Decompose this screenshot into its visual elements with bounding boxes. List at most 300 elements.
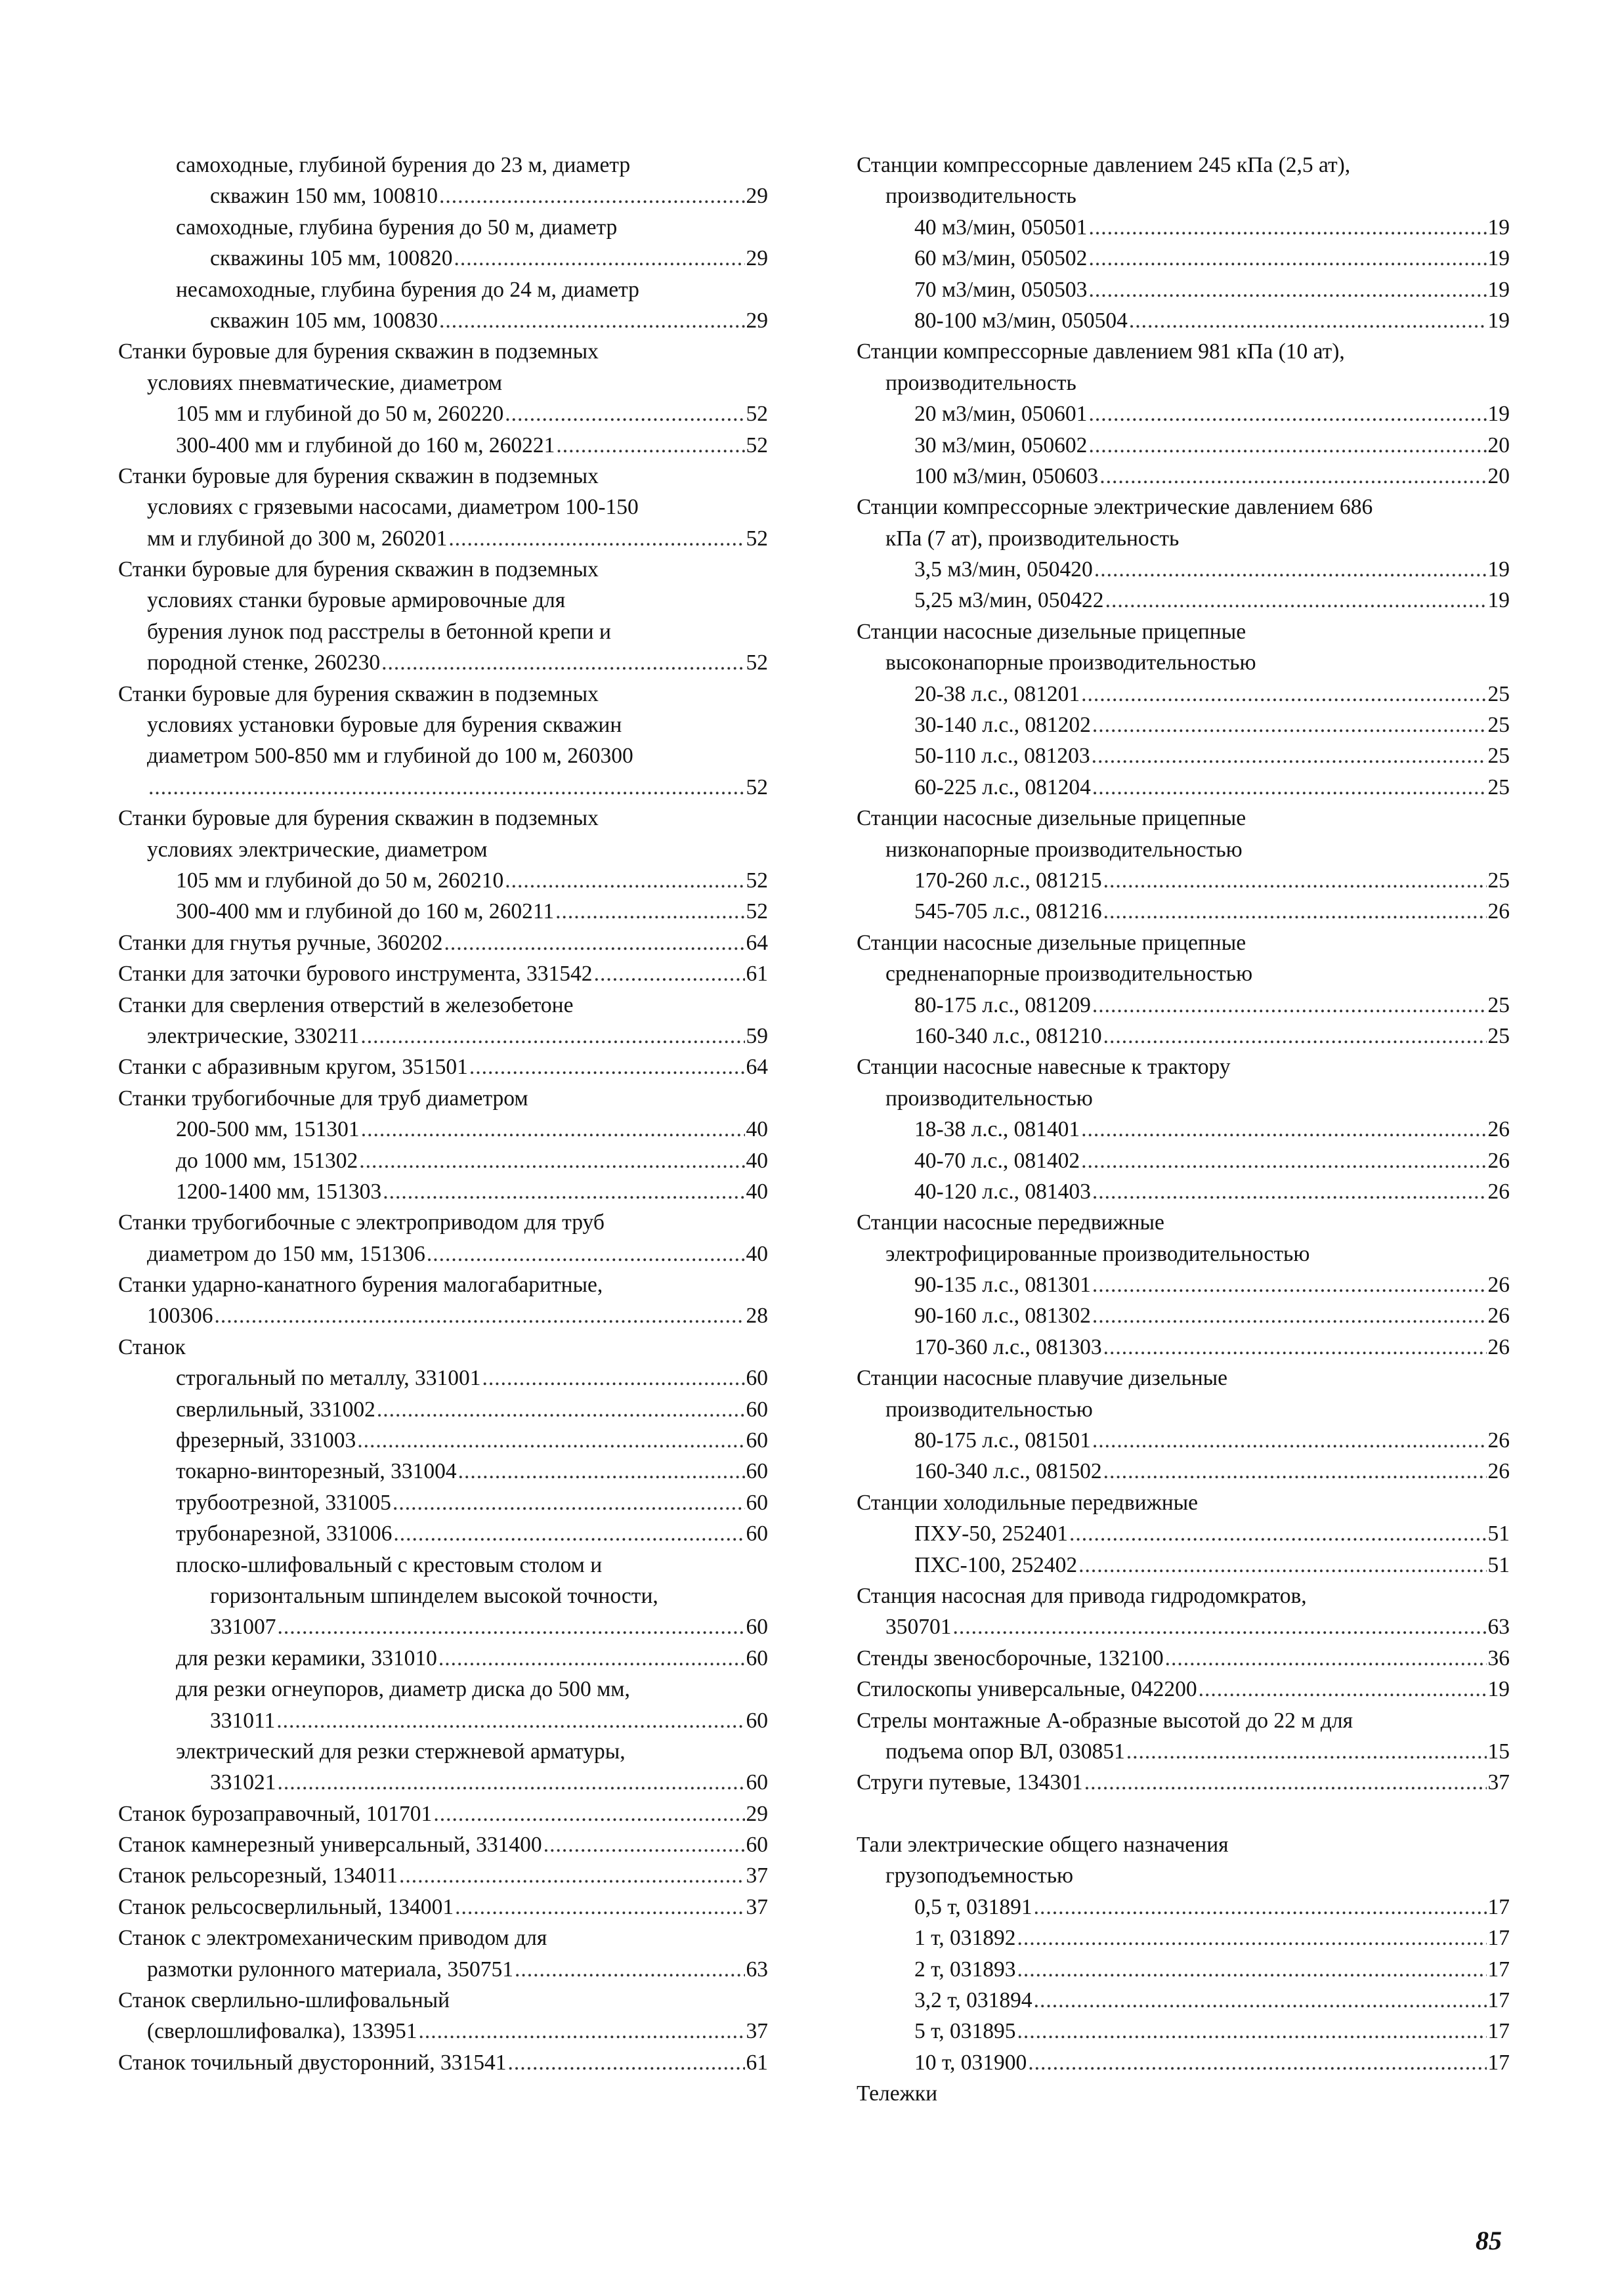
entry-text: производительность	[885, 184, 1076, 209]
entry-text: производительностью	[885, 1397, 1093, 1422]
index-entry	[118, 181, 768, 211]
dot-leader	[381, 647, 744, 678]
entry-text: 331011	[210, 1708, 276, 1733]
entry-text: несамоходные, глубина бурения до 24 м, диаметр	[176, 277, 639, 302]
index-entry	[118, 896, 768, 927]
index-entry	[118, 430, 768, 461]
index-entry	[118, 1363, 768, 1393]
dot-leader	[1088, 430, 1486, 461]
entry-text: 20 м3/мин, 050601	[914, 402, 1088, 427]
entry-text: условиях станки буровые армировочные для	[147, 588, 566, 613]
index-entry	[857, 274, 1510, 305]
index-entry	[857, 1269, 1510, 1300]
dot-leader	[515, 1954, 745, 1985]
entry-page-number: 60	[746, 1366, 768, 1391]
entry-page-number: 60	[746, 1397, 768, 1422]
index-entry	[857, 1176, 1510, 1207]
index-entry	[857, 990, 1510, 1021]
entry-page-number: 52	[746, 402, 768, 427]
index-entry	[857, 1705, 1510, 1736]
entry-page-number: 17	[1487, 1988, 1510, 2013]
entry-page-number: 60	[746, 1521, 768, 1546]
entry-text: мм и глубиной до 300 м, 260201	[147, 526, 448, 551]
index-entry	[857, 1052, 1510, 1082]
entry-text: 0,5 т, 031891	[914, 1894, 1033, 1919]
entry-page-number: 37	[746, 2019, 768, 2044]
dot-leader	[438, 1643, 745, 1674]
entry-text: грузоподъемностью	[885, 1863, 1074, 1888]
dot-leader	[1103, 1456, 1487, 1487]
index-entry	[118, 1300, 768, 1331]
entry-text: Станки трубогибочные с электроприводом для труб	[118, 1210, 605, 1235]
dot-leader	[1084, 1767, 1487, 1798]
index-entry	[857, 1860, 1510, 1891]
entry-page-number: 19	[1487, 308, 1510, 333]
entry-text: диаметром до 150 мм, 151306	[147, 1241, 425, 1266]
entry-text: горизонтальным шпинделем высокой точности,	[210, 1583, 658, 1608]
entry-page-number: 19	[1487, 215, 1510, 240]
index-entry	[857, 1300, 1510, 1331]
entry-page-number: 60	[746, 1770, 768, 1795]
index-entry	[857, 398, 1510, 429]
entry-page-number: 63	[746, 1957, 768, 1982]
dot-leader	[1017, 1954, 1487, 1985]
index-entry	[857, 523, 1510, 554]
index-entry	[118, 679, 768, 710]
entry-text: Станок рельсорезный, 134011	[118, 1863, 398, 1888]
entry-text: Станки для гнутья ручные, 360202	[118, 930, 443, 955]
dot-leader	[1092, 1300, 1487, 1331]
index-entry	[118, 740, 768, 771]
entry-text: Станции компрессорные давлением 981 кПа (10 ат),	[857, 339, 1345, 364]
entry-page-number: 51	[1487, 1552, 1510, 1577]
entry-text: Станок сверлильно-шлифовальный	[118, 1988, 450, 2013]
entry-text: 331021	[210, 1770, 276, 1795]
entry-text: токарно-винторезный, 331004	[176, 1459, 457, 1484]
dot-leader	[377, 1394, 745, 1425]
dot-leader	[444, 927, 744, 958]
index-entry	[118, 398, 768, 429]
entry-text: ПХУ-50, 252401	[914, 1521, 1069, 1546]
entry-text: Станки для заточки бурового инструмента, 331542	[118, 962, 593, 987]
dot-leader	[505, 865, 744, 896]
entry-page-number: 26	[1487, 1304, 1510, 1329]
entry-page-number: 60	[746, 1428, 768, 1453]
entry-page-number: 36	[1487, 1646, 1510, 1670]
entry-page-number: 40	[746, 1179, 768, 1204]
entry-text: Станки буровые для бурения скважин в подземных	[118, 557, 599, 582]
index-entry	[118, 1021, 768, 1052]
index-entry	[118, 523, 768, 554]
entry-page-number: 26	[1487, 899, 1510, 924]
entry-text: 5,25 м3/мин, 050422	[914, 588, 1104, 613]
entry-page-number: 15	[1487, 1739, 1510, 1764]
entry-page-number: 63	[1487, 1615, 1510, 1640]
index-entry	[857, 1021, 1510, 1052]
index-entry	[118, 710, 768, 740]
index-entry	[857, 616, 1510, 647]
index-entry	[118, 1456, 768, 1487]
index-entry	[118, 1425, 768, 1456]
index-entry	[118, 305, 768, 336]
index-entry	[857, 2078, 1510, 2109]
entry-page-number: 60	[746, 1615, 768, 1640]
entry-text: Станок с электромеханическим приводом для	[118, 1926, 547, 1951]
entry-text: подъема опор ВЛ, 030851	[885, 1739, 1125, 1764]
entry-page-number: 64	[746, 930, 768, 955]
index-entry	[857, 772, 1510, 803]
dot-leader	[360, 1021, 744, 1052]
index-entry	[118, 1892, 768, 1923]
entry-page-number: 28	[746, 1304, 768, 1329]
index-entry	[118, 1985, 768, 2016]
dot-leader	[1092, 710, 1487, 740]
entry-page-number: 19	[1487, 246, 1510, 271]
entry-page-number: 60	[746, 1708, 768, 1733]
entry-text: Станции насосные навесные к трактору	[857, 1055, 1231, 1080]
entry-page-number: 52	[746, 433, 768, 457]
dot-leader	[276, 1705, 744, 1736]
index-entry	[118, 616, 768, 647]
dot-leader	[458, 1456, 745, 1487]
index-entry	[857, 1363, 1510, 1393]
dot-leader	[448, 523, 744, 554]
entry-text: 200-500 мм, 151301	[176, 1117, 360, 1142]
index-entry	[118, 1052, 768, 1082]
index-entry	[857, 430, 1510, 461]
entry-text: фрезерный, 331003	[176, 1428, 356, 1453]
entry-page-number: 19	[1487, 402, 1510, 427]
index-entry	[118, 1736, 768, 1767]
dot-leader	[1078, 1550, 1486, 1581]
dot-leader	[419, 2016, 745, 2047]
entry-page-number: 25	[1487, 744, 1510, 769]
index-entry	[118, 1487, 768, 1518]
entry-text: 105 мм и глубиной до 50 м, 260220	[176, 402, 504, 427]
index-entry	[118, 2016, 768, 2047]
dot-leader	[469, 1052, 745, 1082]
dot-leader	[433, 1798, 744, 1829]
entry-text: 18-38 л.с., 081401	[914, 1117, 1080, 1142]
entry-text: 160-340 л.с., 081502	[914, 1459, 1102, 1484]
entry-text: 40-120 л.с., 081403	[914, 1179, 1091, 1204]
index-entry	[118, 1581, 768, 1611]
entry-text: 545-705 л.с., 081216	[914, 899, 1102, 924]
dot-leader	[357, 1425, 744, 1456]
index-entry	[118, 461, 768, 492]
entry-text: 70 м3/мин, 050503	[914, 277, 1088, 302]
index-entry	[118, 492, 768, 522]
index-entry	[118, 834, 768, 865]
entry-page-number: 40	[746, 1148, 768, 1173]
index-entry	[857, 958, 1510, 989]
dot-leader	[1069, 1518, 1486, 1549]
dot-leader	[1092, 1425, 1487, 1456]
entry-text: Стенды звеносборочные, 132100	[857, 1646, 1164, 1670]
entry-text: (сверлошлифовалка), 133951	[147, 2019, 417, 2044]
entry-text: производительностью	[885, 1086, 1093, 1111]
index-entry	[857, 1550, 1510, 1581]
entry-text: 170-360 л.с., 081303	[914, 1334, 1102, 1359]
dot-leader	[1081, 679, 1486, 710]
entry-text: электрический для резки стержневой арматуры,	[176, 1739, 626, 1764]
entry-page-number: 51	[1487, 1521, 1510, 1546]
dot-leader	[359, 1145, 744, 1176]
index-entry	[857, 740, 1510, 771]
section-gap	[857, 1798, 1510, 1829]
entry-page-number: 19	[1487, 1677, 1510, 1702]
dot-leader	[1103, 896, 1487, 927]
index-entry	[118, 1767, 768, 1798]
entry-text: 80-175 л.с., 081209	[914, 992, 1091, 1017]
entry-text: самоходные, глубина бурения до 50 м, диаметр	[176, 215, 618, 240]
entry-text: 80-100 м3/мин, 050504	[914, 308, 1128, 333]
index-entry	[118, 772, 768, 803]
dot-leader	[1017, 1923, 1487, 1953]
index-entry	[857, 1207, 1510, 1238]
dot-leader	[455, 1892, 744, 1923]
entry-page-number: 25	[1487, 713, 1510, 738]
entry-page-number: 26	[1487, 1334, 1510, 1359]
entry-page-number: 61	[746, 2050, 768, 2075]
entry-text: Станок	[118, 1334, 186, 1359]
index-entry	[118, 1394, 768, 1425]
entry-text: 300-400 мм и глубиной до 160 м, 260211	[176, 899, 555, 924]
entry-text: Станок бурозаправочный, 101701	[118, 1801, 433, 1826]
entry-text: 5 т, 031895	[914, 2019, 1016, 2044]
dot-leader	[1099, 461, 1486, 492]
entry-page-number: 60	[746, 1646, 768, 1670]
entry-text: 1 т, 031892	[914, 1926, 1016, 1951]
entry-text: условиях установки буровые для бурения скважин	[147, 713, 622, 738]
entry-text: условиях электрические, диаметром	[147, 837, 488, 862]
entry-text: самоходные, глубиной бурения до 23 м, диаметр	[176, 153, 631, 177]
index-entry	[118, 585, 768, 616]
index-entry	[857, 1674, 1510, 1705]
entry-text: скважины 105 мм, 100820	[210, 246, 453, 271]
dot-leader	[427, 1239, 745, 1269]
entry-page-number: 60	[746, 1833, 768, 1858]
entry-page-number: 60	[746, 1490, 768, 1515]
index-entry	[857, 1456, 1510, 1487]
entry-text: низконапорные производительностью	[885, 837, 1243, 862]
entry-text: Станции насосные передвижные	[857, 1210, 1164, 1235]
index-entry	[857, 150, 1510, 181]
entry-page-number: 26	[1487, 1273, 1510, 1298]
index-entry	[118, 1332, 768, 1363]
entry-text: Станок рельсосверлильный, 134001	[118, 1894, 454, 1919]
index-entry	[857, 492, 1510, 522]
index-entry	[118, 212, 768, 243]
index-entry	[118, 865, 768, 896]
entry-text: 90-135 л.с., 081301	[914, 1273, 1091, 1298]
index-entry	[857, 2016, 1510, 2047]
dot-leader	[148, 772, 745, 803]
entry-text: диаметром 500-850 мм и глубиной до 100 м, 260300	[147, 744, 633, 769]
index-entry	[857, 865, 1510, 896]
entry-text: Стилоскопы универсальные, 042200	[857, 1677, 1197, 1702]
entry-text: 80-175 л.с., 081501	[914, 1428, 1091, 1453]
entry-text: до 1000 мм, 151302	[176, 1148, 358, 1173]
entry-text: Тали электрические общего назначения	[857, 1833, 1229, 1858]
index-entry	[857, 585, 1510, 616]
dot-leader	[556, 430, 744, 461]
dot-leader	[1092, 990, 1487, 1021]
entry-text: Струги путевые, 134301	[857, 1770, 1083, 1795]
entry-text: 105 мм и глубиной до 50 м, 260210	[176, 868, 504, 893]
dot-leader	[1103, 1021, 1487, 1052]
entry-page-number: 17	[1487, 1926, 1510, 1951]
entry-page-number: 64	[746, 1055, 768, 1080]
index-entry	[857, 896, 1510, 927]
index-entry	[118, 1518, 768, 1549]
index-entry	[118, 1860, 768, 1891]
entry-text: электрофицированные производительностью	[885, 1241, 1310, 1266]
entry-text: трубоотрезной, 331005	[176, 1490, 391, 1515]
index-entry	[857, 834, 1510, 865]
dot-leader	[1126, 1736, 1487, 1767]
entry-text: Станки буровые для бурения скважин в подземных	[118, 806, 599, 831]
entry-page-number: 29	[746, 308, 768, 333]
dot-leader	[393, 1518, 744, 1549]
index-entry	[118, 1674, 768, 1705]
entry-text: 3,2 т, 031894	[914, 1988, 1033, 2013]
entry-page-number: 19	[1487, 557, 1510, 582]
index-entry	[118, 150, 768, 181]
entry-text: для резки огнеупоров, диаметр диска до 500 мм,	[176, 1677, 630, 1702]
index-entry	[857, 2047, 1510, 2078]
entry-text: 60-225 л.с., 081204	[914, 775, 1091, 799]
dot-leader	[1088, 243, 1486, 274]
entry-text: Станки с абразивным кругом, 351501	[118, 1055, 468, 1080]
dot-leader	[1081, 1114, 1486, 1145]
index-entry	[118, 1798, 768, 1829]
index-entry	[118, 243, 768, 274]
entry-page-number: 17	[1487, 1957, 1510, 1982]
entry-text: Станки буровые для бурения скважин в подземных	[118, 463, 599, 488]
entry-page-number: 29	[746, 1801, 768, 1826]
entry-text: Станки ударно-канатного бурения малогабаритные,	[118, 1273, 603, 1298]
index-entry	[857, 368, 1510, 398]
entry-page-number: 19	[1487, 277, 1510, 302]
index-entry	[118, 1269, 768, 1300]
entry-text: Станции насосные дизельные прицепные	[857, 806, 1246, 831]
entry-text: для резки керамики, 331010	[176, 1646, 437, 1670]
entry-page-number: 52	[746, 775, 768, 799]
dot-leader	[555, 896, 744, 927]
entry-text: 40-70 л.с., 081402	[914, 1148, 1080, 1173]
entry-text: Станции насосные плавучие дизельные	[857, 1366, 1228, 1391]
left-index-column	[118, 150, 768, 2078]
entry-text: 3,5 м3/мин, 050420	[914, 557, 1093, 582]
dot-leader	[1088, 212, 1486, 243]
entry-text: 2 т, 031893	[914, 1957, 1016, 1982]
entry-text: Станции насосные дизельные прицепные	[857, 619, 1246, 644]
dot-leader	[1017, 2016, 1487, 2047]
index-entry	[118, 1239, 768, 1269]
entry-page-number: 29	[746, 246, 768, 271]
index-entry	[857, 710, 1510, 740]
entry-text: 40 м3/мин, 050501	[914, 215, 1088, 240]
index-entry	[118, 368, 768, 398]
index-entry	[857, 305, 1510, 336]
entry-text: 60 м3/мин, 050502	[914, 246, 1088, 271]
index-entry	[857, 243, 1510, 274]
index-entry	[118, 1207, 768, 1238]
entry-text: 170-260 л.с., 081215	[914, 868, 1102, 893]
entry-text: 331007	[210, 1615, 276, 1640]
entry-text: Станции холодильные передвижные	[857, 1490, 1199, 1515]
entry-text: условиях с грязевыми насосами, диаметром 100-150	[147, 495, 639, 520]
index-entry	[857, 554, 1510, 585]
index-entry	[857, 1487, 1510, 1518]
dot-leader	[278, 1611, 745, 1642]
dot-leader	[543, 1829, 745, 1860]
index-entry	[857, 679, 1510, 710]
entry-text: Станции компрессорные давлением 245 кПа (2,5 ат),	[857, 153, 1351, 177]
entry-text: Станции компрессорные электрические давлением 686	[857, 495, 1373, 520]
dot-leader	[1165, 1643, 1487, 1674]
entry-text: строгальный по металлу, 331001	[176, 1366, 481, 1391]
dot-leader	[361, 1114, 745, 1145]
entry-text: Тележки	[857, 2081, 937, 2106]
index-entry	[118, 990, 768, 1021]
entry-text: Станки буровые для бурения скважин в подземных	[118, 681, 599, 706]
index-entry	[857, 212, 1510, 243]
entry-page-number: 25	[1487, 1023, 1510, 1048]
index-entry	[118, 2047, 768, 2078]
entry-text: производительность	[885, 370, 1076, 395]
index-entry	[118, 1611, 768, 1642]
entry-text: ПХС-100, 252402	[914, 1552, 1078, 1577]
entry-page-number: 52	[746, 868, 768, 893]
entry-text: Станции насосные дизельные прицепные	[857, 930, 1246, 955]
entry-text: 90-160 л.с., 081302	[914, 1304, 1091, 1329]
entry-text: 30-140 л.с., 081202	[914, 713, 1091, 738]
entry-page-number: 25	[1487, 681, 1510, 706]
dot-leader	[278, 1767, 745, 1798]
entry-page-number: 25	[1487, 868, 1510, 893]
dot-leader	[1092, 1176, 1487, 1207]
entry-page-number: 20	[1487, 463, 1510, 488]
entry-page-number: 52	[746, 650, 768, 675]
entry-text: скважин 105 мм, 100830	[210, 308, 438, 333]
index-entry	[857, 1954, 1510, 1985]
entry-text: высоконапорные производительностью	[885, 650, 1256, 675]
entry-page-number: 37	[746, 1894, 768, 1919]
entry-text: сверлильный, 331002	[176, 1397, 375, 1422]
index-entry	[857, 1643, 1510, 1674]
index-entry	[857, 181, 1510, 211]
entry-page-number: 19	[1487, 588, 1510, 613]
entry-text: бурения лунок под расстрелы в бетонной крепи и	[147, 619, 611, 644]
index-entry	[857, 803, 1510, 834]
dot-leader	[454, 243, 745, 274]
dot-leader	[482, 1363, 744, 1393]
index-entry	[118, 1954, 768, 1985]
index-entry	[857, 1829, 1510, 1860]
dot-leader	[1094, 554, 1487, 585]
dot-leader	[399, 1860, 744, 1891]
dot-leader	[1034, 1892, 1487, 1923]
entry-page-number: 17	[1487, 1894, 1510, 1919]
index-entry	[118, 647, 768, 678]
entry-page-number: 37	[746, 1863, 768, 1888]
index-entry	[118, 336, 768, 367]
index-entry	[857, 1518, 1510, 1549]
entry-page-number: 17	[1487, 2050, 1510, 2075]
index-entry	[857, 1985, 1510, 2016]
